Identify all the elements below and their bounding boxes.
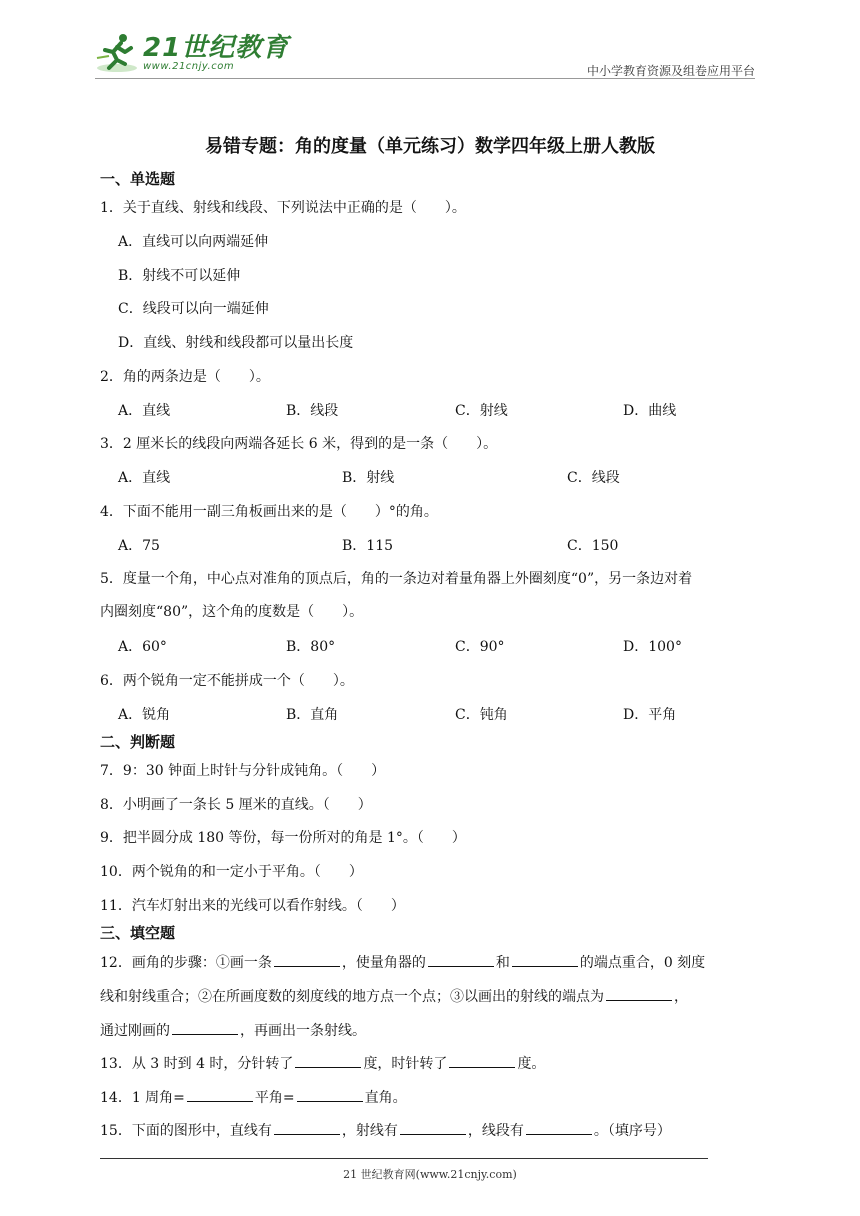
q1-option-b: B．射线不可以延伸 bbox=[118, 268, 241, 284]
answer-blank[interactable] bbox=[606, 986, 672, 1001]
page-header bbox=[95, 30, 755, 80]
question-11: 11．汽车灯射出来的光线可以看作射线。（ ） bbox=[100, 898, 405, 914]
q12-text: 的端点重合，0 刻度 bbox=[579, 955, 706, 971]
question-8: 8．小明画了一条长 5 厘米的直线。（ ） bbox=[100, 797, 372, 813]
q5-option-c: C．90° bbox=[455, 639, 505, 655]
q15-text: ，线段有 bbox=[467, 1123, 524, 1139]
q14-text: 直角。 bbox=[364, 1090, 407, 1106]
q6-option-c: C．钝角 bbox=[455, 707, 508, 723]
question-5-line-2: 内圈刻度“80”，这个角的度数是（ ）。 bbox=[100, 604, 364, 620]
section-heading-true-false: 二、判断题 bbox=[100, 733, 176, 751]
answer-blank[interactable] bbox=[295, 1053, 361, 1068]
q4-option-a: A．75 bbox=[118, 538, 160, 554]
footer-divider bbox=[100, 1158, 708, 1159]
answer-blank[interactable] bbox=[187, 1087, 253, 1102]
question-13 bbox=[100, 1053, 545, 1073]
question-4: 4．下面不能用一副三角板画出来的是（ ）°的角。 bbox=[100, 504, 438, 520]
question-12-line-3 bbox=[100, 1020, 366, 1040]
section-heading-single-choice: 一、单选题 bbox=[100, 170, 176, 188]
question-3: 3．2 厘米长的线段向两端各延长 6 米，得到的是一条（ ）。 bbox=[100, 436, 498, 452]
q12-text: 和 bbox=[495, 955, 510, 971]
q13-text: 度。 bbox=[517, 1056, 546, 1072]
q12-text: ， bbox=[674, 989, 688, 1005]
logo bbox=[95, 30, 289, 76]
question-7: 7．9：30 钟面上时针与分针成钝角。（ ） bbox=[100, 763, 386, 779]
q5-option-a: A．60° bbox=[118, 639, 167, 655]
q12-text: ，再画出一条射线。 bbox=[240, 1023, 366, 1039]
answer-blank[interactable] bbox=[274, 1120, 340, 1135]
question-6: 6．两个锐角一定不能拼成一个（ ）。 bbox=[100, 673, 354, 689]
q12-text: 线和射线重合；②在所画度数的刻度线的地方点一个点；③以画出的射线的端点为 bbox=[100, 989, 604, 1005]
runner-logo-icon bbox=[95, 30, 141, 76]
q4-option-c: C．150 bbox=[567, 538, 619, 554]
question-12-line-2 bbox=[100, 986, 688, 1006]
section-heading-fill-blank: 三、填空题 bbox=[100, 924, 176, 942]
question-14 bbox=[100, 1087, 407, 1107]
answer-blank[interactable] bbox=[512, 952, 578, 967]
q5-option-b: B．80° bbox=[286, 639, 336, 655]
q14-text: 平角= bbox=[254, 1090, 295, 1106]
answer-blank[interactable] bbox=[274, 952, 340, 967]
q3-option-a: A．直线 bbox=[118, 470, 171, 486]
page-footer: 21 世纪教育网(www.21cnjy.com) bbox=[343, 1168, 517, 1181]
q6-option-b: B．直角 bbox=[286, 707, 339, 723]
q1-option-a: A．直线可以向两端延伸 bbox=[118, 234, 269, 250]
q15-text: 15．下面的图形中，直线有 bbox=[100, 1123, 272, 1139]
q12-text: ，使量角器的 bbox=[341, 955, 426, 971]
answer-blank[interactable] bbox=[172, 1020, 238, 1035]
q3-option-b: B．射线 bbox=[342, 470, 395, 486]
logo-url-text: www.21cnjy.com bbox=[143, 60, 235, 72]
q15-text: ，射线有 bbox=[341, 1123, 398, 1139]
page-title: 易错专题：角的度量（单元练习）数学四年级上册人教版 bbox=[205, 136, 655, 157]
q13-text: 度，时针转了 bbox=[363, 1056, 448, 1072]
q14-text: 14．1 周角= bbox=[100, 1090, 185, 1106]
question-10: 10．两个锐角的和一定小于平角。（ ） bbox=[100, 864, 363, 880]
answer-blank[interactable] bbox=[428, 952, 494, 967]
answer-blank[interactable] bbox=[297, 1087, 363, 1102]
q1-option-d: D．直线、射线和线段都可以量出长度 bbox=[118, 335, 354, 351]
q5-option-d: D．100° bbox=[623, 639, 682, 655]
header-platform-text: 中小学教育资源及组卷应用平台 bbox=[586, 64, 755, 78]
q1-option-c: C．线段可以向一端延伸 bbox=[118, 301, 269, 317]
q4-option-b: B．115 bbox=[342, 538, 394, 554]
header-divider bbox=[95, 78, 755, 79]
q2-option-a: A．直线 bbox=[118, 403, 171, 419]
q6-option-d: D．平角 bbox=[623, 707, 677, 723]
q6-option-a: A．锐角 bbox=[118, 707, 171, 723]
q12-text: 12．画角的步骤：①画一条 bbox=[100, 955, 272, 971]
q12-text: 通过刚画的 bbox=[100, 1023, 170, 1039]
q2-option-b: B．线段 bbox=[286, 403, 339, 419]
question-9: 9．把半圆分成 180 等份，每一份所对的角是 1°。（ ） bbox=[100, 830, 466, 846]
question-15 bbox=[100, 1120, 671, 1140]
question-2: 2．角的两条边是（ ）。 bbox=[100, 369, 270, 385]
q13-text: 13．从 3 时到 4 时，分针转了 bbox=[100, 1056, 294, 1072]
answer-blank[interactable] bbox=[526, 1120, 592, 1135]
q3-option-c: C．线段 bbox=[567, 470, 620, 486]
q2-option-d: D．曲线 bbox=[623, 403, 677, 419]
answer-blank[interactable] bbox=[400, 1120, 466, 1135]
answer-blank[interactable] bbox=[449, 1053, 515, 1068]
logo-brand-text: 21世纪教育 bbox=[143, 32, 290, 63]
q2-option-c: C．射线 bbox=[455, 403, 508, 419]
q15-text: 。（填序号） bbox=[593, 1123, 671, 1139]
question-12-line-1 bbox=[100, 952, 705, 972]
question-1: 1．关于直线、射线和线段、下列说法中正确的是（ ）。 bbox=[100, 200, 466, 216]
question-5-line-1: 5．度量一个角，中心点对准角的顶点后，角的一条边对着量角器上外圈刻度“0”，另一条边对着 bbox=[100, 571, 693, 587]
